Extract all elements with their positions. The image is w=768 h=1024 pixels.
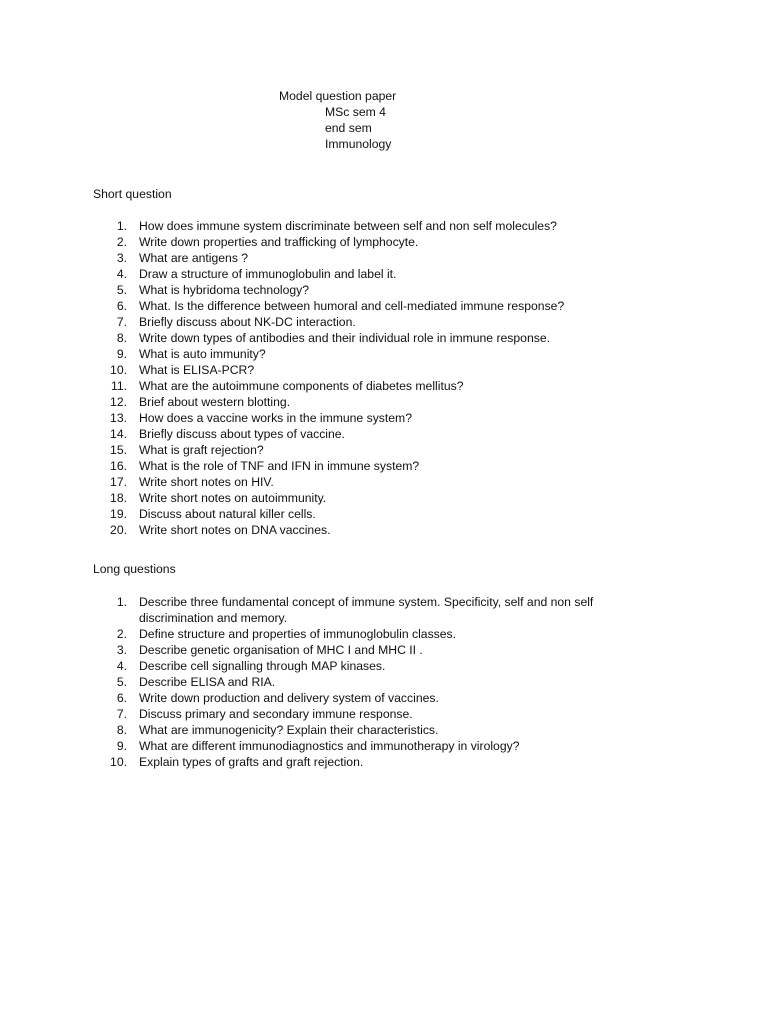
list-item bbox=[0, 458, 639, 474]
question-number: 7. bbox=[116, 707, 127, 721]
list-item bbox=[0, 442, 639, 458]
question-text: Write short notes on autoimmunity. bbox=[139, 491, 327, 505]
list-item bbox=[0, 690, 639, 706]
question-text: Describe cell signalling through MAP kinases. bbox=[139, 659, 386, 673]
list-item bbox=[0, 250, 639, 266]
question-text: Draw a structure of immunoglobulin and label it. bbox=[139, 267, 397, 281]
question-number: 8. bbox=[116, 723, 127, 737]
subject-label: Immunology bbox=[325, 137, 392, 151]
question-number: 3. bbox=[116, 251, 127, 265]
question-text: What is auto immunity? bbox=[139, 347, 266, 361]
list-item bbox=[0, 314, 639, 330]
question-number: 5. bbox=[116, 675, 127, 689]
question-text: Write down properties and trafficking of lymphocyte. bbox=[139, 235, 419, 249]
question-text: Explain types of grafts and graft rejection. bbox=[139, 755, 364, 769]
question-text: What are the autoimmune components of diabetes mellitus? bbox=[139, 379, 464, 393]
question-number: 1. bbox=[116, 219, 127, 233]
long-question-heading: Long questions bbox=[93, 562, 176, 576]
list-item bbox=[0, 218, 639, 234]
list-item bbox=[0, 522, 639, 538]
question-text: Write short notes on HIV. bbox=[139, 475, 274, 489]
question-number: 16. bbox=[110, 459, 127, 473]
question-text: Discuss about natural killer cells. bbox=[139, 507, 316, 521]
question-text: Write short notes on DNA vaccines. bbox=[139, 523, 331, 537]
long-question-list bbox=[0, 594, 639, 770]
list-item bbox=[0, 234, 639, 250]
question-text: What. Is the difference between humoral and cell-mediated immune response? bbox=[139, 299, 565, 313]
question-text: How does immune system discriminate between self and non self molecules? bbox=[139, 219, 557, 233]
question-number: 17. bbox=[110, 475, 127, 489]
exam-label: end sem bbox=[325, 121, 372, 135]
question-number: 19. bbox=[110, 507, 127, 521]
list-item bbox=[0, 754, 639, 770]
list-item bbox=[0, 490, 639, 506]
list-item bbox=[0, 266, 639, 282]
list-item bbox=[0, 722, 639, 738]
question-number: 2. bbox=[116, 627, 127, 641]
list-item bbox=[0, 410, 639, 426]
list-item bbox=[0, 426, 639, 442]
question-text: What is the role of TNF and IFN in immune system? bbox=[139, 459, 420, 473]
question-text: Describe three fundamental concept of immune system. Specificity, self and non self discrimination and memory. bbox=[139, 595, 594, 625]
question-text: Discuss primary and secondary immune response. bbox=[139, 707, 413, 721]
question-number: 3. bbox=[116, 643, 127, 657]
list-item bbox=[0, 474, 639, 490]
list-item bbox=[0, 298, 639, 314]
question-number: 7. bbox=[116, 315, 127, 329]
question-text: Write down production and delivery system of vaccines. bbox=[139, 691, 439, 705]
course-label: MSc sem 4 bbox=[325, 105, 386, 119]
question-text: Briefly discuss about types of vaccine. bbox=[139, 427, 345, 441]
question-number: 20. bbox=[110, 523, 127, 537]
list-item bbox=[0, 738, 639, 754]
short-question-list bbox=[0, 218, 639, 538]
question-text: Describe genetic organisation of MHC I and MHC II . bbox=[139, 643, 423, 657]
question-number: 4. bbox=[116, 267, 127, 281]
list-item bbox=[0, 346, 639, 362]
question-text: What are immunogenicity? Explain their characteristics. bbox=[139, 723, 439, 737]
question-text: Briefly discuss about NK-DC interaction. bbox=[139, 315, 356, 329]
list-item bbox=[0, 706, 639, 722]
question-text: Describe ELISA and RIA. bbox=[139, 675, 276, 689]
list-item bbox=[0, 394, 639, 410]
question-number: 13. bbox=[110, 411, 127, 425]
short-question-heading: Short question bbox=[93, 187, 172, 201]
question-number: 12. bbox=[110, 395, 127, 409]
question-number: 11. bbox=[110, 379, 127, 393]
question-number: 6. bbox=[116, 299, 127, 313]
list-item bbox=[0, 642, 639, 658]
question-text: What is hybridoma technology? bbox=[139, 283, 310, 297]
question-text: What is ELISA-PCR? bbox=[139, 363, 255, 377]
question-text: Brief about western blotting. bbox=[139, 395, 291, 409]
paper-title: Model question paper bbox=[279, 89, 397, 103]
list-item bbox=[0, 282, 639, 298]
question-number: 1. bbox=[116, 595, 127, 609]
question-number: 2. bbox=[116, 235, 127, 249]
question-number: 14. bbox=[110, 427, 127, 441]
list-item bbox=[0, 674, 639, 690]
list-item bbox=[0, 658, 639, 674]
question-number: 10. bbox=[110, 755, 127, 769]
question-number: 4. bbox=[116, 659, 127, 673]
question-number: 18. bbox=[110, 491, 127, 505]
question-text: What are different immunodiagnostics and immunotherapy in virology? bbox=[139, 739, 520, 753]
list-item bbox=[0, 626, 639, 642]
question-number: 6. bbox=[116, 691, 127, 705]
list-item bbox=[0, 362, 639, 378]
question-number: 8. bbox=[116, 331, 127, 345]
question-text: Write down types of antibodies and their individual role in immune response. bbox=[139, 331, 550, 345]
question-number: 15. bbox=[110, 443, 127, 457]
question-text: What are antigens ? bbox=[139, 251, 249, 265]
list-item bbox=[0, 506, 639, 522]
list-item bbox=[0, 378, 639, 394]
question-number: 9. bbox=[116, 739, 127, 753]
question-text: Define structure and properties of immunoglobulin classes. bbox=[139, 627, 457, 641]
list-item bbox=[0, 594, 639, 626]
question-text: What is graft rejection? bbox=[139, 443, 264, 457]
question-text: How does a vaccine works in the immune system? bbox=[139, 411, 412, 425]
question-number: 5. bbox=[116, 283, 127, 297]
question-number: 10. bbox=[110, 363, 127, 377]
list-item bbox=[0, 330, 639, 346]
question-number: 9. bbox=[116, 347, 127, 361]
